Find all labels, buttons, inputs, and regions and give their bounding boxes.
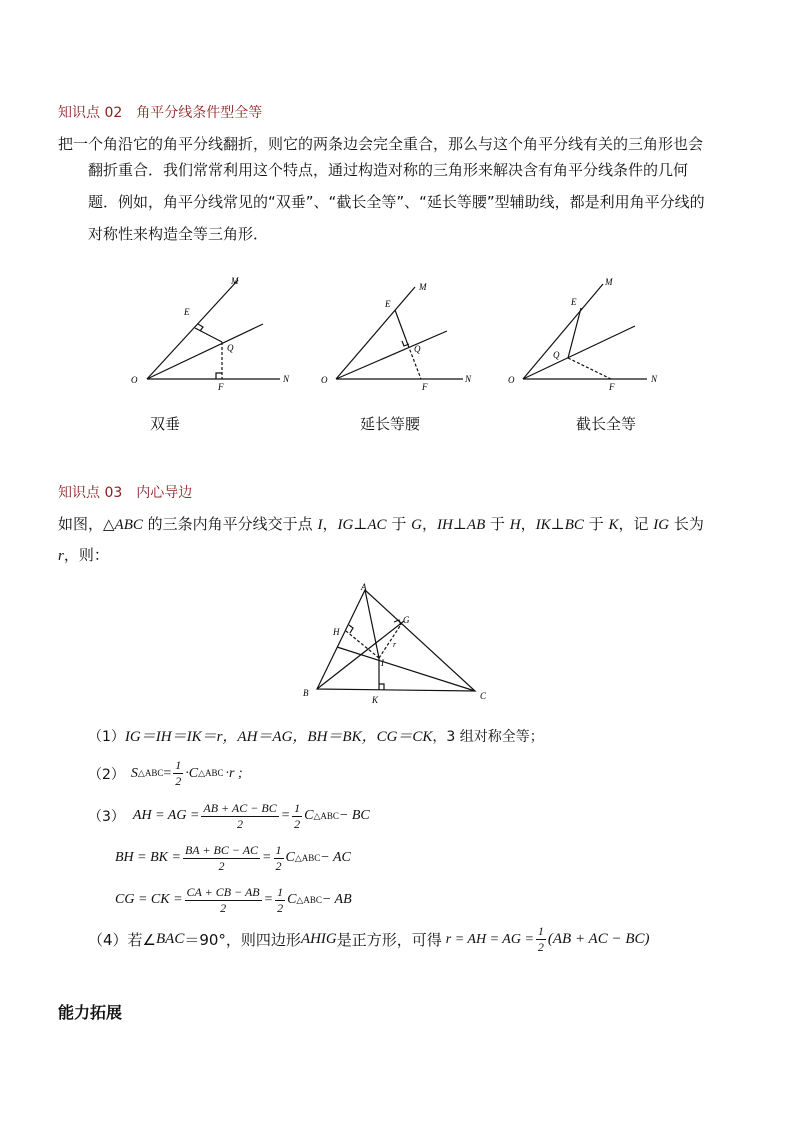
- figure-extend-isosceles: [318, 270, 488, 395]
- section-03-title: 内心导边: [136, 485, 193, 501]
- frac-num: 1: [275, 842, 282, 857]
- right-angle-mark: [216, 373, 222, 379]
- segment-EQ: [568, 308, 581, 358]
- item-4-label: （4）: [88, 931, 128, 949]
- label-F: F: [422, 382, 428, 392]
- item-1-label: （1）: [88, 729, 125, 745]
- right-angle-mark: [349, 625, 353, 633]
- intro-math: IK⊥BC: [535, 517, 584, 533]
- row-eq: =: [280, 808, 291, 823]
- intro-line: [58, 511, 748, 538]
- label-N: N: [283, 374, 290, 384]
- frac-num: 1: [294, 800, 301, 815]
- label-B: B: [303, 688, 309, 698]
- item-4-text: ＝90°，则四边形: [184, 931, 301, 949]
- segment-QF: [568, 358, 611, 379]
- intro-text: ，: [520, 515, 536, 533]
- intro-math: △ABC: [103, 517, 143, 533]
- label-M: M: [605, 277, 613, 287]
- figure-intercept-congruence: [505, 270, 670, 395]
- item-2: [88, 758, 243, 789]
- frac-num: AB + AC − BC: [203, 800, 277, 815]
- intro-text: ，: [322, 515, 338, 533]
- label-O: O: [131, 375, 138, 385]
- ray-OM: [147, 280, 238, 379]
- row-c: C: [285, 850, 295, 865]
- label-r: r: [393, 640, 397, 649]
- label-O: O: [321, 375, 328, 385]
- intro-math: IH⊥AB: [436, 517, 486, 533]
- label-C: C: [480, 691, 487, 701]
- label-M: M: [231, 276, 239, 286]
- bisector-ray: [523, 326, 635, 379]
- bisector-ray: [336, 331, 447, 379]
- label-G: G: [403, 615, 410, 625]
- label-E: E: [184, 307, 190, 317]
- half-frac: [292, 801, 302, 832]
- item-3-row-1: [88, 799, 370, 833]
- item-4-formula-post: (AB + AC − BC): [547, 931, 650, 947]
- label-E: E: [385, 299, 391, 309]
- label-F: F: [609, 382, 615, 392]
- section-02-paragraph: [58, 131, 748, 247]
- intro-text: 于: [485, 515, 510, 533]
- caption-extend-isosceles: 延长等腰: [360, 415, 421, 433]
- item-1-tail: ，3 组对称全等；: [432, 729, 544, 745]
- row-eq: =: [262, 850, 272, 865]
- figure-double-perpendicular: [125, 270, 305, 395]
- frac-den: 2: [218, 858, 225, 873]
- row-frac: [183, 843, 260, 874]
- frac-den: 2: [275, 858, 282, 873]
- row-tail: − AB: [321, 892, 352, 907]
- row-c: C: [287, 892, 297, 907]
- section-03-number: 知识点 03: [58, 485, 123, 501]
- row-lhs: CG = CK =: [115, 892, 183, 907]
- label-N: N: [651, 374, 658, 384]
- half-frac: [274, 843, 284, 874]
- label-Q: Q: [414, 344, 421, 354]
- frac-num: 1: [537, 924, 544, 938]
- row-eq: =: [263, 892, 274, 907]
- item-2-sub: △ABC: [137, 768, 164, 778]
- label-K: K: [372, 695, 379, 705]
- row-frac: [201, 801, 278, 832]
- intro-math: K: [608, 517, 619, 533]
- paragraph-line: 题．例如，角平分线常见的“双垂”、“截长全等”、“延长等腰”型辅助线，都是利用角平分线的: [88, 193, 705, 211]
- intro-math: IG: [653, 517, 670, 533]
- row-frac: [185, 885, 262, 916]
- frac-den: 2: [237, 816, 244, 831]
- intro-text: ，则：: [63, 546, 109, 564]
- item-1-math: IG＝IH＝IK＝r，AH＝AG，BH＝BK，CG＝CK: [124, 729, 433, 745]
- ray-OM: [523, 284, 603, 379]
- item-4-formula-pre: r = AH = AG =: [445, 931, 534, 947]
- label-F: F: [218, 382, 224, 392]
- label-O: O: [508, 375, 515, 385]
- section-03-intro: [58, 511, 748, 569]
- label-Q: Q: [553, 350, 560, 360]
- label-E: E: [571, 297, 577, 307]
- intro-math: IG⊥AC: [337, 517, 387, 533]
- label-M: M: [419, 282, 427, 292]
- intro-text: 长为: [669, 515, 704, 533]
- intro-text: 于: [583, 515, 609, 533]
- frac-den: 2: [175, 774, 182, 788]
- segment-EQ: [395, 310, 408, 345]
- intro-text: 于: [386, 515, 412, 533]
- item-4-math: BAC: [156, 931, 185, 947]
- frac-num: 1: [277, 884, 284, 899]
- frac-num: 1: [175, 758, 182, 772]
- caption-double-perpendicular: 双垂: [150, 415, 181, 433]
- item-4-text: 若∠: [127, 931, 156, 949]
- item-3-row-2: [88, 841, 370, 875]
- segment-QE: [195, 328, 222, 342]
- item-3-row-3: [88, 883, 370, 917]
- item-2-eq: =: [163, 765, 172, 781]
- item-2-frac: [173, 758, 183, 789]
- paragraph-line: 把一个角沿它的角平分线翻折，则它的两条边会完全重合，那么与这个角平分线有关的三角形也会: [58, 135, 704, 153]
- row-sub: △ABC: [294, 852, 321, 863]
- item-4: [88, 924, 650, 955]
- intro-line: [58, 542, 748, 569]
- paragraph-line: 翻折重合．我们常常利用这个特点，通过构造对称的三角形来解决含有角平分线条件的几何: [88, 161, 689, 179]
- item-3-label: （3）: [88, 809, 125, 825]
- item-2-tail: ·r ;: [225, 765, 243, 781]
- item-4-text: 是正方形，可得: [336, 931, 442, 949]
- intro-math: H: [509, 517, 521, 533]
- item-2-label: （2）: [88, 766, 125, 783]
- label-A: A: [361, 582, 367, 592]
- bisector-C: [337, 647, 475, 691]
- item-3: [88, 799, 370, 917]
- item-2-sub2: △ABC: [198, 768, 224, 778]
- label-I: I: [381, 658, 384, 668]
- item-1: [88, 727, 544, 747]
- bisector-ray: [147, 324, 263, 379]
- section-02-number: 知识点 02: [58, 105, 123, 121]
- row-tail: − BC: [338, 808, 370, 823]
- frac-num: BA + BC − AC: [184, 842, 259, 857]
- row-lhs: AH = AG =: [132, 808, 200, 823]
- intro-text: ，记: [618, 515, 654, 533]
- ability-extension-heading: 能力拓展: [58, 1003, 123, 1022]
- intro-text: 如图，: [58, 515, 104, 533]
- segment-IG: [379, 626, 400, 658]
- frac-den: 2: [277, 900, 284, 915]
- intro-math: I: [317, 517, 323, 533]
- figure-incenter-triangle: [295, 580, 495, 710]
- half-frac: [275, 885, 285, 916]
- frac-den: 2: [294, 816, 301, 831]
- frac-den: 2: [537, 940, 544, 954]
- item-4-math: AHIG: [300, 931, 337, 947]
- frac-num: CA + CB − AB: [186, 884, 260, 899]
- intro-text: ，: [421, 515, 437, 533]
- row-sub: △ABC: [296, 894, 322, 905]
- row-tail: − AC: [320, 850, 351, 865]
- half-frac: [536, 924, 546, 955]
- item-2-lhs: S: [130, 765, 138, 781]
- right-angle-mark: [379, 684, 384, 690]
- section-02-heading: [58, 102, 262, 122]
- paragraph-line: 对称性来构造全等三角形．: [88, 225, 269, 243]
- intro-math: r: [58, 548, 64, 564]
- intro-text: 的三条内角平分线交于点: [142, 515, 318, 533]
- section-03-heading: [58, 482, 192, 502]
- caption-intercept-congruence: 截长全等: [576, 415, 637, 433]
- label-N: N: [465, 374, 472, 384]
- frac-den: 2: [220, 900, 227, 915]
- label-H: H: [333, 627, 340, 637]
- section-02-title: 角平分线条件型全等: [136, 105, 263, 121]
- item-2-c: ·C: [185, 765, 199, 781]
- label-Q: Q: [227, 343, 234, 353]
- row-c: C: [304, 808, 314, 823]
- row-sub: △ABC: [313, 810, 339, 821]
- row-lhs: BH = BK =: [115, 850, 181, 865]
- intro-math: G: [411, 517, 422, 533]
